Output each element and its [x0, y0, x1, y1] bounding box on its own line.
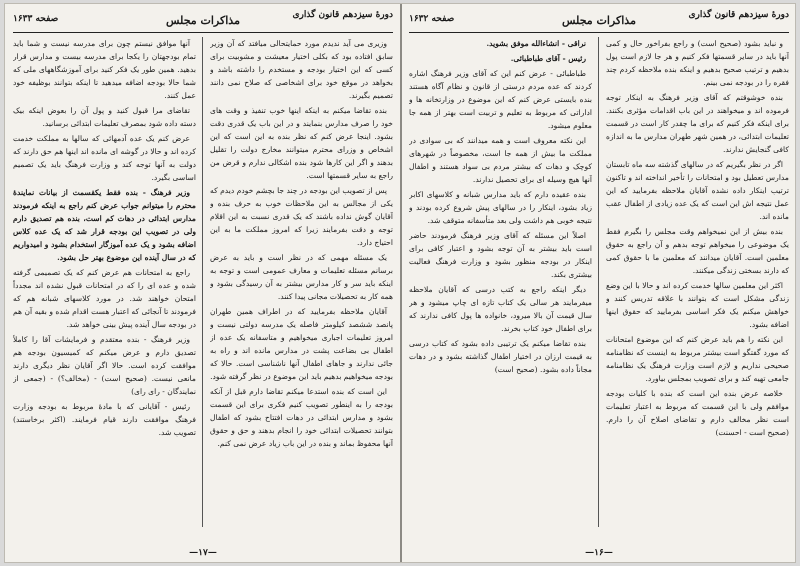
paragraph: این نکته را هم باید عرض کنم که این موضوع امتحانات که مورد گفتگو است بیشتر مربوط به اینست که نظامنامه صحیحی نداریم و لازم است وزارت فرهنگ یک نظامنامه جامعی تهیه کند و برای تصویب بمجلس بیاورد. — [606, 335, 789, 383]
page-left — [13, 10, 393, 558]
paragraph: بنده بیش از این نمیخواهم وقت مجلس را بگیرم فقط یک موضوعی را میخواهم توجه بدهم و آن راجع به حقوق معلمین است. آقایان میدانند که معلمین ما با حقوق کمی که دارند بسختی زندگی میکنند. — [606, 227, 789, 275]
text-column-left — [13, 37, 196, 527]
paragraph: آنها موافق نیستم چون برای مدرسه نیست و شما باید تمام بودجهتان را یکجا برای مدرسه بیست و مدارس قرار بدهید. همین طور یک فکر کنید برای آموزشگاههای ملی که شما حالا بودجه اضافه میدهید تا اینکه بتوانند بوظیفه خود عمل کنند. — [13, 39, 196, 100]
paragraph: پس از تصویب این بودجه در چند جا بچشم خودم دیدم که یکی از مجالس به این ملاحظات خوب به حرف بنده و آقایان گوش نداده باشند که یک قدری نسبت به این اقلام توجه و دقت بفرمایند زیرا که امروز مملکت ما به این احتیاج دارد. — [210, 186, 393, 247]
paragraph: دیگر اینکه راجع به کتب درسی که آقایان ملاحظه میفرمایند هر سالی یک کتاب تازه ای چاپ میشود و هر سال قیمت آن بالا میرود، خانواده ها پول کافی ندارند که برای اطفال خود کتاب بخرند. — [409, 285, 592, 333]
column-divider — [598, 37, 599, 527]
header-title: مذاکرات مجلس — [562, 14, 636, 27]
page-header — [13, 10, 393, 33]
paragraph: اکثر این معلمین سالها خدمت کرده اند و حالا با این وضع زندگی مشکل است که بتوانند با علاقه تدریس کنند و خواهش میکنم یک فکر اساسی بفرمایید که حقوق اینها اضافه بشود. — [606, 281, 789, 329]
paragraph: اگر در نظر بگیریم که در سالهای گذشته سه ماه تابستان مدارس تعطیل بود و امتحانات را تأخیر انداخته اند و تاکنون ترتیب اینکار داده نشده آقایان ملاحظه بفرمایید که این عمل نتیجه اش این است که یک عده زیادی از اطفال عقب مانده اند. — [606, 160, 789, 221]
paragraph: خلاصه عرض بنده این است که بنده با کلیات بودجه موافقم ولی با این قسمت که مربوط به اعتبار تعلیمات است نظر مخالف دارم و تقاضای اصلاح آن را دارم. (صحیح است - احسنت) — [606, 389, 789, 437]
page-label: صفحه ۱۶۳۳ — [13, 14, 59, 24]
paragraph: رئیس - آقایانی که با مادهٔ مربوط به بودجه وزارت فرهنگ موافقت دارند قیام فرمایند. (اکثر برخاستند) تصویب شد. — [13, 402, 196, 437]
speaker-paragraph: نراقی - انشاءالله موفق بشوید. — [486, 39, 586, 48]
text-column-left — [409, 37, 592, 527]
text-column-right — [606, 37, 789, 527]
column-divider — [202, 37, 203, 527]
paragraph: وزیری می آید ندیدم مورد حمایتحالی میافتد که آن وزیر سابق افتاده بود که بکلی اختیار معیشت و مشوبیت برای کسی که این اختیار بودجه و مستخدم را داشته باشد و بخواهد در موقع خود برای اشخاصی که صلاح نمی دانند تصمیم بگیرند. — [210, 39, 393, 100]
paragraph: و نباید بشود (صحیح است) و راجع بفراخور حال و کمی آنها باید در سایر قسمتها فکر کنیم و هر جا لازم است پول بدهیم و ترتیب صحیح بدهیم و اینکه بنده ملاحظه کردم چند فقره را در بودجه نمی بینم. — [606, 39, 789, 87]
text-column-right — [210, 37, 393, 527]
paragraph: بنده خوشوقتم که آقای وزیر فرهنگ به اینکار توجه فرموده اند و میخواهند در این باب اقدامات مؤثری بکنند. برای اینکه فکر کنیم که برای ما چقدر کار است در قسمت تعلیمات ابتدائی، در همین شهر طهران مدارس ما به اندازه کافی گنجایش ندارند. — [606, 93, 789, 154]
paragraph: طباطبائی - عرض کنم این که آقای وزیر فرهنگ اشاره کردند که عده مردم درستی از قانون و نظام آگاه هستند بنده بایستی عرض کنم که این موضوع در وزارتخانه ها و اداراتی که مربوط به تعلیم و تربیت است بهتر از همه جا معلوم میشود. — [409, 69, 592, 130]
session-title: دورهٔ سیزدهم قانون گذاری — [292, 10, 393, 20]
book-spread — [4, 3, 796, 563]
paragraph: آقایان ملاحظه بفرمایید که در اطراف همین طهران پانصد ششصد کیلومتر فاصله یک مدرسه دولتی نیست و امروز تعلیمات اجباری میخواهیم و متاسفانه یک عده از اطفال بی بضاعت پشت در مدارس مانده اند و راه به جائی ندارند و جاهای اطفال آنها ناشناسی است. حالا که بودجه میخواهیم بدهیم باید این موضوع در نظر گرفته شود. — [210, 307, 393, 381]
page-number: —۱۶— — [585, 548, 613, 558]
paragraph: یک مسئله مهمی که در نظر است و باید به عرض برسانم مسئله تعلیمات و معارف عمومی است و توجه به اینکه باید سر و کار مدارس بیشتر به آن رسیدگی بشود و همه کار به تحصیلات مجانی پیدا کنند. — [210, 253, 393, 301]
page-right — [409, 10, 789, 558]
page-label: صفحه ۱۶۳۲ — [409, 14, 455, 24]
paragraph: عرض کنم یک عده آدمهائی که سالها به مملکت خدمت کرده اند و حالا در گوشه ای مانده اند اینها هم حق دارند که دولت به آنها توجه کند و وزارت فرهنگ باید یک تصمیم اساسی بگیرد. — [13, 134, 196, 182]
paragraph: این نکته معروف است و همه میدانند که بی سوادی در مملکت ما بیش از همه جا است، مخصوصاً در شهرهای کوچک و دهات که بیشتر مردم بی سواد هستند و اطفال آنها هیچ وسیله ای برای تحصیل ندارند. — [409, 136, 592, 184]
paragraph: تقاضای مرا قبول کنید و پول آن را بعوض اینکه بیک دسته داده شود بمصرف تعلیمات ابتدائی برسانید. — [13, 106, 196, 128]
paragraph: راجع به امتحانات هم عرض کنم که یک تصمیمی گرفته شده و عده ای را که در امتحانات قبول نشده اند مجدداً امتحان خواهند شد. در مورد کلاسهای شبانه هم که فرمودند تا آنجائی که اعتبار هست اقدام شده و بقیه آن هم در بودجه سال آینده پیش بینی خواهد شد. — [13, 268, 196, 329]
header-title: مذاکرات مجلس — [166, 14, 240, 27]
paragraph: بنده عقیده دارم که باید مدارس شبانه و کلاسهای اکابر زیاد بشود، اینکار را در سالهای پیش شروع کرده بودند و نتیجه خوبی هم داشت ولی بعد متأسفانه متوقف شد. — [409, 190, 592, 225]
paragraph: وزیر فرهنگ - بنده معتقدم و فرمایشات آقا را کاملاً تصدیق دارم و عرض میکنم که کمیسیون بودجه هم موافقت کرده است. حالا اگر آقایان نظر دیگری دارند مانعی نیست. (صحیح است) - (مخالف؟) - (جمعی از نمایندگان - رای رای) — [13, 335, 196, 396]
book-gutter — [400, 4, 402, 562]
paragraph: بنده تقاضا میکنم به اینکه اینها خوب تنفیذ و وقت های خود را صرف مدارس بنمایند و در این باب یک قدری دقت بشود. اینجا عرض کنم که نظر بنده به این است که این اشخاص و وزرای محترم میتوانند مخارج دولت را تقلیل بدهند و اگر این کارها شود بنده اشکالی ندارم و قرض من راجع به سایر قسمتها است. — [210, 106, 393, 180]
speaker-paragraph: رئیس - آقای طباطبائی. — [510, 54, 586, 63]
page-header — [409, 10, 789, 33]
paragraph: اصلاً این مسئله که آقای وزیر فرهنگ فرمودند حاضر است باید بیشتر به آن توجه بشود و اعتبار کافی برای اینکار در بودجه منظور بشود و وزارت فرهنگ فعالیت بیشتری بکند. — [409, 231, 592, 279]
paragraph: بنده تقاضا میکنم یک ترتیبی داده بشود که کتاب درسی به قیمت ارزان در اختیار اطفال گذاشته بشود و در دهات مجاناً داده بشود. (صحیح است) — [409, 339, 592, 374]
speaker-paragraph: وزیر فرهنگ - بنده فقط یکقسمت از بیانات نمایندهٔ محترم را میتوانم جواب عرض کنم راجع به اینکه فرمودند مدارس ابتدائی در دهات کم است، بنده هم تصدیق دارم ولی در تصویب این بودجه قرار شد که یک عده کلاس اضافه بشود و یک عده آموزگار استخدام بشود و امیدواریم که در سال آینده این موضوع بهتر حل بشود. — [13, 188, 196, 262]
session-title: دورهٔ سیزدهم قانون گذاری — [688, 10, 789, 20]
paragraph: این است که بنده استدعا میکنم تقاضا دارم قبل از آنکه بودجه را به اینطور تصویب کنیم فکری برای این قسمت بشود و مدارس ابتدائی در دهات افتتاح بشود که اطفال بتوانند تحصیلات ابتدائی خود را انجام بدهند و حق و حقوق آنها محفوظ بماند و بنده در این باب زیاد عرض نمی کنم. — [210, 387, 393, 448]
page-number: —۱۷— — [189, 548, 217, 558]
